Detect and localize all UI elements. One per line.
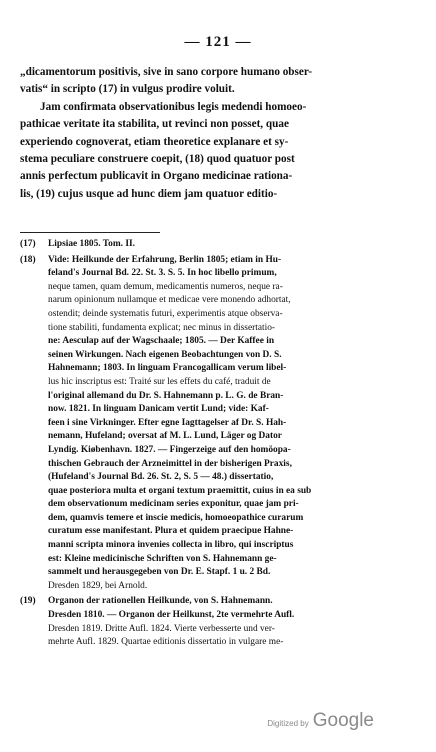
main-text <box>20 64 418 203</box>
text-line: lis, (19) cujus usque ad hunc diem jam quatuor editio- <box>20 187 278 200</box>
text-line: annis perfectum publicavit in Organo medicinae rationa- <box>20 170 293 183</box>
text-line: pathicae veritate ita stabilita, ut revinci non posset, quae <box>20 118 289 131</box>
footnote-line: sammelt und herausgegeben von Dr. E. Stapf. 1 u. 2 Bd. <box>48 567 271 578</box>
text-line: vatis“ in scripto (17) in vulgus prodire voluit. <box>20 83 235 96</box>
google-watermark <box>267 710 374 732</box>
footnote-line: tione stabiliti, fundamenta explicat; nec minus in dissertatio- <box>48 322 276 333</box>
footnote-19 <box>20 595 420 649</box>
footnote-line: Vide: Heilkunde der Erfahrung, Berlin 1805; etiam in Hu- <box>48 254 282 265</box>
google-logo: Google <box>312 710 374 731</box>
footnote-line: narum opinionum nullamque et medicae vere monendo adhortat, <box>48 295 291 306</box>
footnotes <box>20 238 420 652</box>
footnote-line: now. 1821. In linguam Danicam vertit Lund; vide: Kaf- <box>48 404 269 415</box>
footnote-line: feen i sine Virkninger. Efter egne Iagttagelser af Dr. S. Hah- <box>48 417 287 428</box>
text-line: Jam confirmata observationibus legis medendi homoeo- <box>40 100 307 113</box>
footnote-body <box>48 595 420 649</box>
footnote-line: curatum esse manifestant. Plura et quidem praecipue Hahne- <box>48 526 294 537</box>
footnote-line: dem, quamvis temere et inscie medicis, homoeopathice curarum <box>48 512 304 523</box>
footnote-line: Lipsiae 1805. Tom. II. <box>48 239 136 249</box>
footnote-body <box>48 238 420 252</box>
footnote-line: lus hic inscriptus est: Traité sur les effets du café, traduit de <box>48 376 271 387</box>
footnote-line: Dresden 1810. — Organon der Heilkunst, 2te vermehrte Aufl. <box>48 610 295 621</box>
footnote-line: dem observationum medicinam series exponitur, quae jam pri- <box>48 499 299 510</box>
footnote-line: l'original allemand du Dr. S. Hahnemann p. L. G. de Bran- <box>48 390 284 401</box>
footnote-line: (Hufeland's Journal Bd. 26. St. 2, S. 5 — 48.) dissertatio, <box>48 472 274 483</box>
footnote-line: mehrte Aufl. 1829. Quartae editionis dissertatio in vulgare me- <box>48 637 284 648</box>
footnote-line: ostendit; deinde systematis futuri, experimentis atque observa- <box>48 308 283 319</box>
footnote-body <box>48 254 420 594</box>
footnote-line: neque tamen, quam demum, medicamentis numeros, neque ra- <box>48 281 283 292</box>
footnote-line: manni scripta minora invenies collecta in libro, qui inscriptus <box>48 540 294 551</box>
footnote-number: (19) <box>20 596 36 607</box>
footnote-line: feland's Journal Bd. 22. St. 3. S. 5. In hoc libello primum, <box>48 268 277 279</box>
footnote-number: (18) <box>20 254 36 265</box>
footnote-line: nemann, Hufeland; oversat af M. L. Lund, Läger og Dator <box>48 431 282 442</box>
footnote-line: thischen Gebrauch der Arzneimittel in der bisherigen Praxis, <box>48 458 292 469</box>
footnote-18 <box>20 254 420 594</box>
footnote-line: Lyndig. Kiøbenhavn. 1827. — Fingerzeige auf den homöopa- <box>48 444 291 455</box>
footnote-line: quae posteriora multa et organi textum praemittit, cuius in ea sub <box>48 485 312 496</box>
page-number: — 121 — <box>184 34 252 50</box>
footnote-line: Dresden 1829, bei Arnold. <box>48 580 148 591</box>
footnote-line: Hahnemann; 1803. In linguam Francogallicam verum libel- <box>48 363 287 374</box>
footnote-17 <box>20 238 420 252</box>
footnote-number: (17) <box>20 239 36 249</box>
text-line: experiendo cognoverat, etiam theoretice explanare et sy- <box>20 135 289 148</box>
footnote-line: seinen Wirkungen. Nach eigenen Beobachtungen von D. S. <box>48 349 282 360</box>
footnote-line: ne: Aesculap auf der Wagschaale; 1805. — Der Kaffee in <box>48 336 275 347</box>
footnote-line: Dresden 1819. Dritte Aufl. 1824. Vierte verbesserte und ver- <box>48 623 275 634</box>
footnote-divider <box>20 232 160 233</box>
text-line: stema peculiare construere coepit, (18) quod quatuor post <box>20 153 295 166</box>
watermark-prefix: Digitized by <box>267 719 309 728</box>
text-line: „dicamentorum positivis, sive in sano corpore humano obser- <box>20 66 313 78</box>
footnote-line: est: Kleine medicinische Schriften von S. Hahnemann ge- <box>48 553 277 564</box>
footnote-line: Organon der rationellen Heilkunde, von S. Hahnemann. <box>48 596 273 607</box>
